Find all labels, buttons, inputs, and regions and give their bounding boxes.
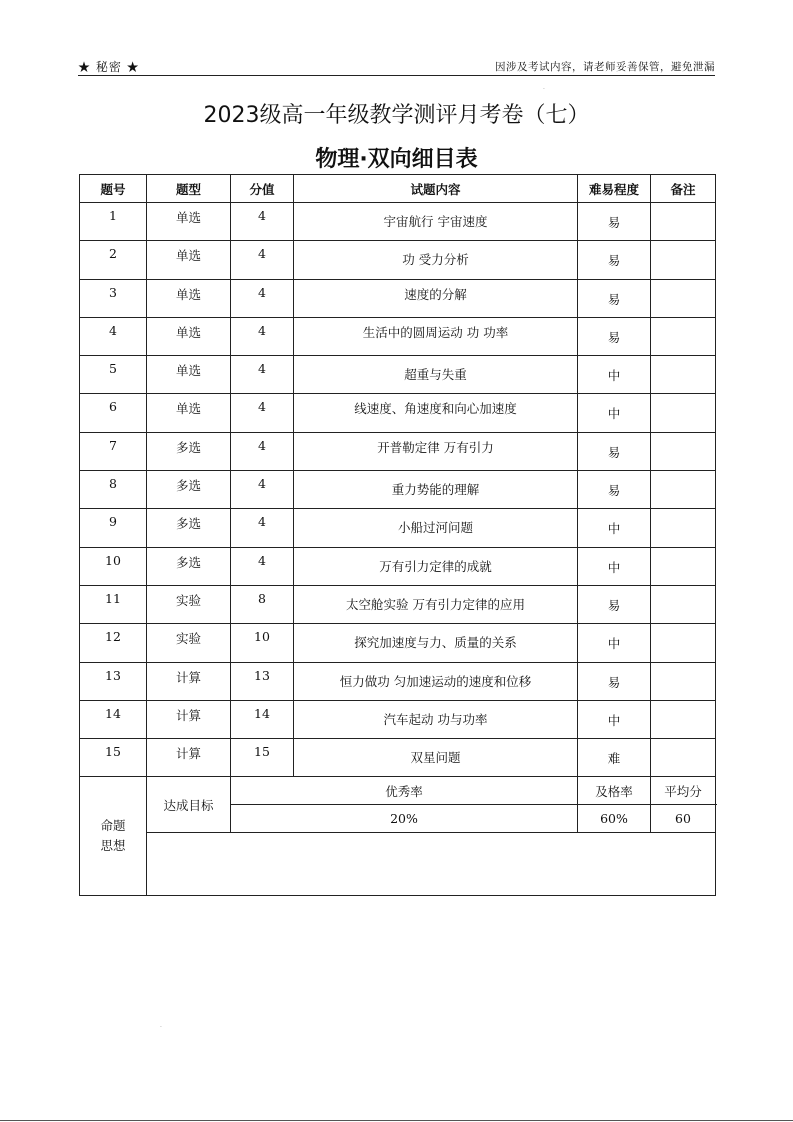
question-content: 功 受力分析 <box>294 241 578 279</box>
table-row <box>80 547 716 585</box>
question-score: 14 <box>231 700 294 738</box>
question-content: 小船过河问题 <box>294 509 578 547</box>
question-type: 计算 <box>147 662 231 700</box>
question-number: 10 <box>80 547 147 585</box>
table-row <box>80 662 716 700</box>
question-content: 汽车起动 功与功率 <box>294 700 578 738</box>
question-difficulty: 难 <box>578 739 651 777</box>
question-score: 4 <box>231 241 294 279</box>
question-score: 15 <box>231 739 294 777</box>
question-content: 太空舱实验 万有引力定律的应用 <box>294 585 578 623</box>
question-type: 计算 <box>147 700 231 738</box>
table-row <box>80 509 716 547</box>
question-type: 多选 <box>147 471 231 509</box>
section-label <box>80 777 147 896</box>
question-difficulty: 易 <box>578 241 651 279</box>
table-row <box>80 317 716 355</box>
goal-label: 达成目标 <box>147 777 231 833</box>
question-note <box>651 432 716 470</box>
question-score: 4 <box>231 394 294 432</box>
section-label-line1: 命题 <box>100 818 126 834</box>
metric-label-excellent: 优秀率 <box>231 777 578 805</box>
question-number: 12 <box>80 624 147 662</box>
idea-content <box>147 833 716 896</box>
question-content: 探究加速度与力、质量的关系 <box>294 624 578 662</box>
section-label-line2: 思想 <box>100 838 126 854</box>
question-number: 2 <box>80 241 147 279</box>
scan-speck: · <box>543 86 545 93</box>
question-rows <box>80 203 716 777</box>
metric-label-row <box>80 777 716 805</box>
question-content: 生活中的圆周运动 功 功率 <box>294 317 578 355</box>
question-score: 10 <box>231 624 294 662</box>
question-note <box>651 509 716 547</box>
question-difficulty: 中 <box>578 509 651 547</box>
table-row <box>80 241 716 279</box>
question-difficulty: 易 <box>578 471 651 509</box>
question-difficulty: 中 <box>578 547 651 585</box>
question-number: 13 <box>80 662 147 700</box>
table-row <box>80 624 716 662</box>
question-type: 计算 <box>147 739 231 777</box>
spec-table <box>79 174 716 896</box>
table-row <box>80 203 716 241</box>
question-note <box>651 700 716 738</box>
question-number: 5 <box>80 356 147 394</box>
table-row <box>80 471 716 509</box>
col-header-score: 分值 <box>231 175 294 203</box>
question-number: 6 <box>80 394 147 432</box>
question-content: 宇宙航行 宇宙速度 <box>294 203 578 241</box>
question-score: 4 <box>231 471 294 509</box>
question-score: 13 <box>231 662 294 700</box>
question-content: 速度的分解 <box>294 279 578 317</box>
table-title: 物理·双向细目表 <box>315 147 478 172</box>
question-score: 4 <box>231 432 294 470</box>
question-type: 单选 <box>147 279 231 317</box>
question-content: 恒力做功 匀加速运动的速度和位移 <box>294 662 578 700</box>
question-type: 单选 <box>147 356 231 394</box>
question-note <box>651 585 716 623</box>
question-difficulty: 中 <box>578 356 651 394</box>
summary-section <box>80 777 716 896</box>
table-header-row <box>80 175 716 203</box>
table-row <box>80 279 716 317</box>
question-note <box>651 356 716 394</box>
question-difficulty: 中 <box>578 394 651 432</box>
question-note <box>651 279 716 317</box>
question-number: 9 <box>80 509 147 547</box>
metric-label-average: 平均分 <box>651 777 716 805</box>
question-type: 多选 <box>147 547 231 585</box>
question-number: 11 <box>80 585 147 623</box>
question-type: 单选 <box>147 203 231 241</box>
table-row <box>80 739 716 777</box>
table-row <box>80 432 716 470</box>
idea-row <box>80 833 716 896</box>
question-score: 4 <box>231 203 294 241</box>
header-divider <box>78 75 715 76</box>
question-score: 4 <box>231 279 294 317</box>
question-difficulty: 易 <box>578 317 651 355</box>
question-score: 4 <box>231 356 294 394</box>
page-bottom-edge <box>0 1120 793 1121</box>
metric-value-average: 60 <box>651 805 716 833</box>
question-number: 1 <box>80 203 147 241</box>
question-difficulty: 易 <box>578 279 651 317</box>
question-content: 超重与失重 <box>294 356 578 394</box>
question-difficulty: 易 <box>578 203 651 241</box>
table-row <box>80 394 716 432</box>
confidential-notice: 因涉及考试内容，请老师妥善保管，避免泄漏 <box>495 61 715 73</box>
question-score: 8 <box>231 585 294 623</box>
question-score: 4 <box>231 509 294 547</box>
question-note <box>651 241 716 279</box>
question-content: 重力势能的理解 <box>294 471 578 509</box>
question-type: 单选 <box>147 394 231 432</box>
question-type: 实验 <box>147 624 231 662</box>
question-difficulty: 中 <box>578 700 651 738</box>
question-difficulty: 易 <box>578 585 651 623</box>
question-difficulty: 易 <box>578 432 651 470</box>
question-number: 15 <box>80 739 147 777</box>
question-note <box>651 317 716 355</box>
question-content: 开普勒定律 万有引力 <box>294 432 578 470</box>
question-note <box>651 547 716 585</box>
question-number: 14 <box>80 700 147 738</box>
col-header-content: 试题内容 <box>294 175 578 203</box>
question-content: 线速度、角速度和向心加速度 <box>294 394 578 432</box>
question-note <box>651 662 716 700</box>
question-type: 实验 <box>147 585 231 623</box>
question-number: 3 <box>80 279 147 317</box>
col-header-difficulty: 难易程度 <box>578 175 651 203</box>
question-note <box>651 471 716 509</box>
scan-speck: · <box>160 1024 162 1031</box>
question-note <box>651 203 716 241</box>
question-note <box>651 739 716 777</box>
question-number: 7 <box>80 432 147 470</box>
col-header-type: 题型 <box>147 175 231 203</box>
metric-value-excellent: 20% <box>231 805 578 833</box>
exam-title: 2023级高一年级教学测评月考卷（七） <box>203 103 590 128</box>
question-content: 万有引力定律的成就 <box>294 547 578 585</box>
question-number: 8 <box>80 471 147 509</box>
question-type: 多选 <box>147 432 231 470</box>
table-row <box>80 700 716 738</box>
col-header-number: 题号 <box>80 175 147 203</box>
question-score: 4 <box>231 547 294 585</box>
table-row <box>80 356 716 394</box>
question-content: 双星问题 <box>294 739 578 777</box>
question-type: 单选 <box>147 317 231 355</box>
page-header <box>78 56 715 76</box>
metric-label-pass: 及格率 <box>578 777 651 805</box>
question-note <box>651 394 716 432</box>
question-note <box>651 624 716 662</box>
question-type: 多选 <box>147 509 231 547</box>
question-type: 单选 <box>147 241 231 279</box>
confidential-mark: ★ 秘密 ★ <box>78 60 140 74</box>
question-difficulty: 中 <box>578 624 651 662</box>
col-header-note: 备注 <box>651 175 716 203</box>
question-number: 4 <box>80 317 147 355</box>
question-score: 4 <box>231 317 294 355</box>
table-row <box>80 585 716 623</box>
question-difficulty: 易 <box>578 662 651 700</box>
metric-value-pass: 60% <box>578 805 651 833</box>
